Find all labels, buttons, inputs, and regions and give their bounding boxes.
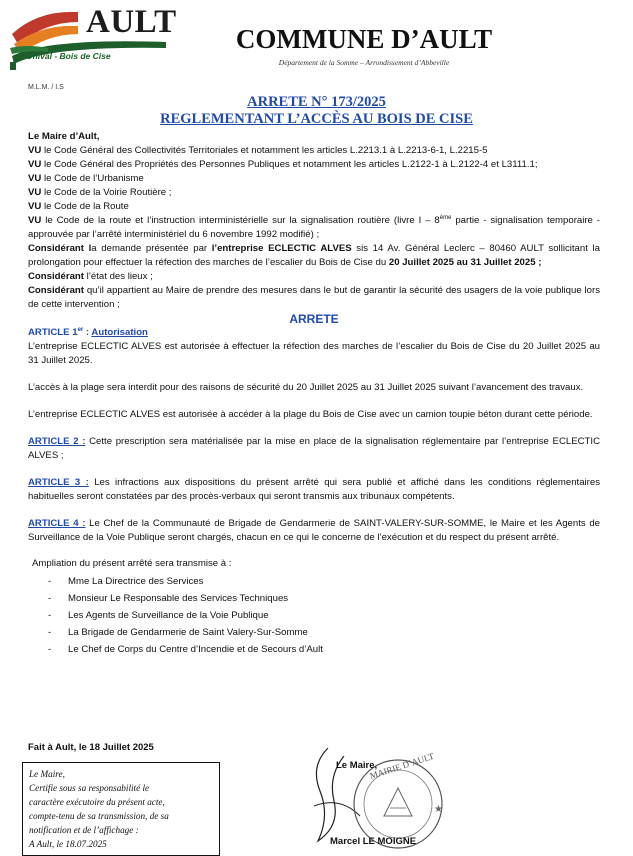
vu-line xyxy=(28,144,600,158)
article-3-label: ARTICLE 3 : xyxy=(28,477,89,488)
vu-label: VU xyxy=(28,201,42,212)
commune-logo xyxy=(8,4,177,70)
arrete-number: ARRETE N° 173/2025 xyxy=(247,94,386,110)
vu-label: VU xyxy=(28,159,42,170)
logo-subtitle: Onival - Bois de Cise xyxy=(26,51,111,61)
vu-line xyxy=(28,200,600,214)
list-item: - Les Agents de Surveillance de la Voie Publique xyxy=(28,607,600,624)
article-1-paragraph: L’entreprise ECLECTIC ALVES est autorisée à effectuer la réfection des marches de l’escalier du Bois de Cise du 20 Juillet 2025 au 31 Juillet 2025. xyxy=(28,341,600,366)
considerant-label: Considérant xyxy=(28,271,84,282)
article-1-sup: er xyxy=(77,326,84,333)
mayor-title: Le Maire, xyxy=(336,760,378,771)
vu-label: VU xyxy=(28,215,42,226)
list-item: - Le Chef de Corps du Centre d’Incendie et de Secours d’Ault xyxy=(28,641,600,658)
list-item: - La Brigade de Gendarmerie de Saint Valery-Sur-Somme xyxy=(28,624,600,641)
vu-text: le Code de l’Urbanisme xyxy=(44,173,144,184)
mayor-name: Marcel LE MOIGNE xyxy=(330,836,417,847)
vu-label: VU xyxy=(28,145,42,156)
vu-line xyxy=(28,158,600,172)
considerant-text: qu’il appartient au Maire de prendre des mesures dans le but de garantir la sécurité des usagers de la voie publique lors de cette intervention ; xyxy=(28,285,600,310)
vu-text: le Code de la Route xyxy=(44,201,129,212)
article-3-text: Les infractions aux dispositions du présent arrêté qui sera publié et affiché dans les conditions réglementaires habituelles seront constatées par des procès-verbaux qui seront transmis aux tribunaux compétents. xyxy=(28,477,600,502)
ampliation-list xyxy=(28,573,600,658)
vu-text: le Code Général des Collectivités Territoriales et notamment les articles L.2213.1 à L.2213-6-1, L.2215-5 xyxy=(44,145,488,156)
certification-line: A Ault, le 18.07.2025 xyxy=(29,839,107,849)
seal-text: MAIRIE D’AULT xyxy=(368,750,436,782)
vu-label: VU xyxy=(28,187,42,198)
article-2 xyxy=(28,435,600,463)
article-1-label: ARTICLE 1 xyxy=(28,327,78,338)
list-item: - Mme La Directrice des Services xyxy=(28,573,600,590)
preamble-maire: Le Maire d’Ault, xyxy=(28,131,100,142)
article-1-paragraph: L’entreprise ECLECTIC ALVES est autorisée à accéder à la plage du Bois de Cise avec un camion toupie béton durant cette période. xyxy=(28,409,593,420)
document-body xyxy=(28,130,600,658)
article-4 xyxy=(28,517,600,545)
certification-line: notification et de l’affichage : xyxy=(29,825,139,835)
considerant-3 xyxy=(28,284,600,312)
vu-line xyxy=(28,172,600,186)
vu-line xyxy=(28,186,600,200)
certification-line: caractère exécutoire du présent acte, xyxy=(29,797,165,807)
article-1-heading xyxy=(28,326,600,340)
article-4-label: ARTICLE 4 : xyxy=(28,518,86,529)
considerant-text: l’état des lieux ; xyxy=(83,271,153,282)
decision-title: ARRETE xyxy=(289,312,339,326)
considerant-text: a demande présentée par xyxy=(91,243,212,254)
considerant-text: sis 14 Av. Général Leclerc – 80460 AULT sollicitant la prolongation pour effectuer la réfection des marches de l’escalier du Bois de Cise du xyxy=(28,243,600,268)
work-dates: 20 Juillet 2025 au 31 Juillet 2025 ; xyxy=(388,257,542,268)
mayor-signature-and-seal xyxy=(300,746,460,849)
article-3 xyxy=(28,476,600,504)
certification-box xyxy=(22,762,220,856)
vu-label: VU xyxy=(28,173,42,184)
commune-title: COMMUNE D’AULT xyxy=(235,24,493,54)
vu-text: partie - signalisation temporaire - approuvée par l’arrêté interministériel du 6 novembre 1992 modifié) ; xyxy=(28,215,600,240)
considerant-1 xyxy=(28,242,600,270)
article-1-sep: : xyxy=(83,327,92,338)
certification-line: Le Maire, xyxy=(29,769,65,779)
signing-place-date: Fait à Ault, le 18 Juillet 2025 xyxy=(28,742,154,753)
document-reference: M.L.M. / I.S xyxy=(28,84,64,91)
ampliation-intro: Ampliation du présent arrêté sera transmise à : xyxy=(32,558,232,569)
department-subtitle: Département de la Somme – Arrondissement d’Abbeville xyxy=(278,58,450,67)
article-2-text: Cette prescription sera matérialisée par la mise en place de la signalisation réglementaire par l’entreprise ECLECTIC ALVES ; xyxy=(28,436,600,461)
vu-text: le Code de la route et l’instruction interministérielle sur la signalisation routière (livre I – 8 xyxy=(45,215,440,226)
vu-text: le Code de la Voirie Routière ; xyxy=(44,187,172,198)
considerant-2 xyxy=(28,270,600,284)
article-1-paragraph: L’accès à la plage sera interdit pour des raisons de sécurité du 20 Juillet 2025 au 31 Juillet 2025 suivant l’avancement des travaux. xyxy=(28,382,584,393)
svg-text:★: ★ xyxy=(434,804,443,815)
article-2-label: ARTICLE 2 : xyxy=(28,436,86,447)
article-1-title: Autorisation xyxy=(91,327,148,338)
company-name: l’entreprise ECLECTIC ALVES xyxy=(211,243,352,254)
arrete-subject: REGLEMENTANT L’ACCÈS AU BOIS DE CISE xyxy=(160,111,473,127)
vu-text: le Code Général des Propriétés des Personnes Publiques et notamment les articles L.2122-1 à L.2122-4 et L3111.1; xyxy=(44,159,538,170)
considerant-l: l xyxy=(88,243,92,254)
certification-line: Certifie sous sa responsabilité le xyxy=(29,783,150,793)
logo-wordmark: AULT xyxy=(86,4,177,40)
certification-line: compte-tenu de sa transmission, de sa xyxy=(29,811,169,821)
vu-line xyxy=(28,214,600,242)
considerant-label: Considérant xyxy=(28,243,84,254)
article-4-text: Le Chef de la Communauté de Brigade de Gendarmerie de SAINT-VALERY-SUR-SOMME, le Maire et les Agents de Surveillance de la Voie Publique seront chargés, chacun en ce qui le concerne de l’exécution et du respect du présent arrêté. xyxy=(28,518,601,543)
certification-text xyxy=(29,767,215,851)
considerant-label: Considérant xyxy=(28,285,84,296)
vu-superscript: ème xyxy=(439,214,452,221)
list-item: - Monsieur Le Responsable des Services Techniques xyxy=(28,590,600,607)
